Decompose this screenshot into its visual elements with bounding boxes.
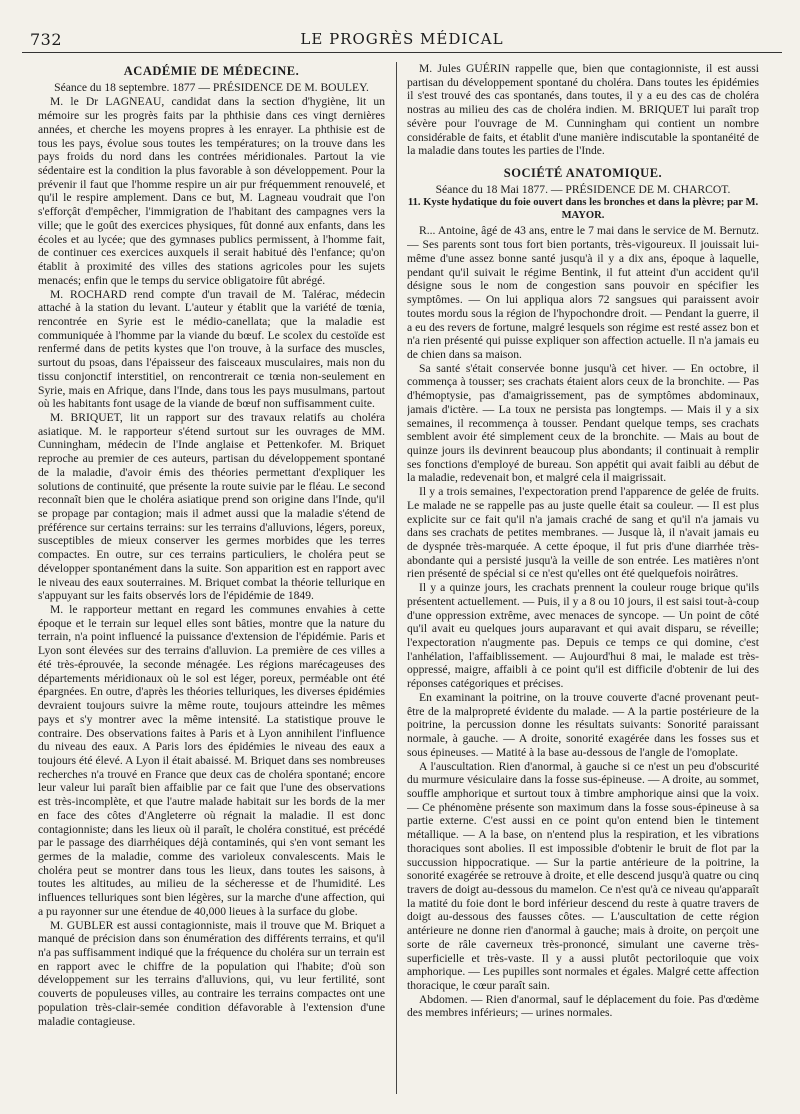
paragraph-rapporteur: M. le rapporteur mettant en regard les communes envahies à cette époque et le terrain sur lequel elles sont bâties, montre que la nature du terrain, n'a point influencé la puissance d'extension de l'épidémie. Paris et Lyon sont élevées sur des terrains d'alluvion. La première de ces villes a été très-éprouvée, la seconde ménagée. Les régions marécageuses des départements méridionaux où le sol est léger, poreux, perméable ont été épargnées. En outre, d'après les théories telluriques, les diverses épidémies devraient toujours suivre la même route, toujours atteindre les mêmes pays et s'y montrer avec la même intensité. La statistique prouve le contraire. Des observations faites à Paris et à Lyon annihilent l'influence du niveau des eaux. A Paris lors des épidémies le niveau des eaux a toujours été élevé. A Lyon il était abaissé. M. Briquet dans ses nombreuses recherches n'a trouvé en France que deux cas de choléra spontané; encore leur valeur lui paraît bien affaiblie par ce fait que l'une des observations est très-incomplète, et que l'autre malade habitait sur les bords de la mer en face des côtes d'Angleterre où régnait la maladie. Il est donc contagionniste; dans les lieux où il paraît, le choléra constitué, est précédé par le passage des diarrhéiques déjà contaminés, qui s'en vont semant les germes de la maladie, comme des varioleux convalescents. Mais le choléra peut se montrer dans tous les lieux, dans toutes les saisons, à toutes les altitudes, au milieu de la sécheresse et de l'humidité. Les influences telluriques sont bien légères, sur la marche d'une affection, qui a pu rayonner sur une étendue de 40,000 lieues à la surface du globe.: [38, 603, 385, 918]
column-divider: [396, 62, 397, 1094]
case-paragraph-oppression: Il y a quinze jours, les crachats prennent la couleur rouge brique qu'ils présentent actuellement. — Puis, il y a 8 ou 10 jours, il est saisi tout-à-coup d'une oppression extrême, avec menaces de syncope. — Un point de côté qu'il avait eu quelques jours auparavant et qui avait disparu, se réveille; l'expectoration n'augmente pas. Depuis ce temps ce qui domine, c'est l'anhélation, l'affaiblissement. — Aujourd'hui 8 mai, le malade est très-oppressé, maigre, affaibli à ce point qu'il est difficile d'obtenir de lui des réponses catégoriques et précises.: [407, 581, 759, 691]
left-column: [38, 62, 385, 1094]
case-paragraph-onset: Sa santé s'était conservée bonne jusqu'à cet hiver. — En octobre, il commença à tousser; ses crachats étaient alors ceux de la bronchite. — Pas d'hémoptysie, pas d'amaigrissement, pas de symptômes abdominaux, jamais d'ictère. — La toux ne persista pas longtemps. — Mais il y a six semaines, il recommença à tousser. Pendant quelque temps, ses crachats semblent avoir été simplement ceux de la bronchite. — Mais au bout de quinze jours ils devinrent beaucoup plus abondants; il continuait à remplir ses fonctions d'employé de bureau. Son appétit qui avait faibli au début de la maladie, redevenait bon, et malgré cela il maigrissait.: [407, 361, 759, 485]
case-paragraph-abdomen: Abdomen. — Rien d'anormal, sauf le déplacement du foie. Pas d'œdème des membres inférieurs; — urines normales.: [407, 992, 759, 1020]
right-column: [407, 62, 759, 1094]
page-header: [22, 28, 782, 53]
case-paragraph-expectoration: Il y a trois semaines, l'expectoration prend l'apparence de gelée de fruits. Le malade ne se rappelle pas au juste quelle était sa couleur. — Il est plus explicite sur ce fait qu'il n'a jamais craché de sang et qu'il n'a jamais vu dans ses crachats de petites membranes. — Jusque là, il n'avait jamais eu de dyspnée très-marquée. A cette époque, il fut pris d'une diarrhée très-abondante qui a persisté jusqu'à la veille de son entrée. Les matières n'ont rien présenté de spécial si ce n'est qu'elles ont été quelquefois noirâtres.: [407, 485, 759, 581]
case-paragraph-history: R... Antoine, âgé de 43 ans, entre le 7 mai dans le service de M. Bernutz. — Ses parents sont tous fort bien portants, très-vigoureux. Il jouissait lui-même d'une assez bonne santé jusqu'à il y a dix ans, époque à laquelle, pendant qu'il suivait le régime Bentink, il fut atteint d'un accident qu'il désigne sous le nom de congestion sans pouvoir en spécifier les symptômes. — On lui appliqua alors 72 sangsues qui paraissent avoir toutes mordu sous la région de l'hypochondre droit. — Pendant la guerre, il a eu des revers de fortune, malgré lesquels son régime est resté assez bon et n'a rien présenté qui puisse expliquer son affection actuelle. Il n'a jamais eu de chien dans sa maison.: [407, 224, 759, 361]
academie-session: Séance du 18 septembre. 1877 — PRÉSIDENCE DE M. BOULEY.: [54, 80, 369, 94]
paragraph-rochard: M. ROCHARD rend compte d'un travail de M. Talérac, médecin attaché à la station du levant. L'auteur y établit que la variété de tœnia, rencontrée en Syrie est le médio-canellata; que la maladie est communiquée à l'homme par la viande du bœuf. Le scolex du cestoïde est renfermé dans de petits kystes que l'on trouve, à la surface des muscles, surtout du psoas, dans l'épaisseur des faisceaux musculaires, mais non du tissu conjonctif interstitiel, on rencontrerait ce tœnia non-seulement en Syrie, mais en Afrique, dans l'Inde, dans tous les pays musulmans, partout où les habitants font usage de la viande de bœuf non suffisamment cuite.: [38, 287, 385, 411]
academie-title: ACADÉMIE DE MÉDECINE.: [123, 64, 300, 78]
page-number: 732: [30, 30, 63, 49]
paragraph-lagneau: M. le Dr LAGNEAU, candidat dans la section d'hygiène, lit un mémoire sur les progrès faits par la phthisie dans ces vingt dernières années, et cherche les moyens propres à les enrayer. La phthisie est de tous les pays, évolue sous toutes les températures; on la trouve dans les pays froids du nord dans les contrées méridionales. Partout la vie sédentaire est la condition la plus favorable à son développement. Pour la prévenir il faut que l'homme respire un air pur fréquemment renouvelé, et qu'il le respire amplement. Dans ce but, M. Lagneau voudrait que l'on s'efforçât d'empêcher, l'immigration de l'habitant des campagnes vers la ville; que le goût des exercices physiques, fût donné aux enfants, dans les écoles et au lycée; que des gymnases publics permissent, à l'homme fait, de continuer ces exercices auxquels il serait habitué dès l'enfance; qu'on établit à proximité des villes des stations agricoles pour les sujets menacés; enfin que le temps du service obligatoire fût abrégé.: [38, 95, 385, 287]
societe-session: Séance du 18 Mai 1877. — PRÉSIDENCE DE M. CHARCOT.: [435, 182, 731, 196]
case-paragraph-auscultation: A l'auscultation. Rien d'anormal, à gauche si ce n'est un peu d'obscurité du murmure vésiculaire dans la fosse sus-épineuse. — A droite, au sommet, souffle amphorique et surtout toux à timbre amphorique ainsi que la voix. — Ce phénomène présente son maximum dans la fosse sous-épineuse à sa partie externe. C'est aussi en ce point qu'on entend bien le tintement métallique. — A la base, on n'entend plus la respiration, et les vibrations thoraciques sont abolies. Il est impossible d'obtenir le bruit de flot par la succussion hippocratique. — Sur la partie antérieure de la poitrine, la sonorité exagérée se retrouve à droite, et elle descend jusqu'à quatre ou cinq travers de doigt au-dessous du mamelon. Ce n'est qu'à ce niveau qu'apparaît la matité du foie dont le bord inférieur descend du reste à quatre travers de doigt au-dessous des fausses côtes. — L'auscultation de cette région antérieure ne donne rien d'anormal à gauche; mais à droite, on perçoit une sorte de râle caverneux très-prononcé, simulant une caverne très-superficielle et très-vaste. Il y a aussi plutôt pectoriloquie que voix amphorique. — Les pupilles sont normales et égales. Malgré cette affection thoracique, le cœur paraît sain.: [407, 759, 759, 992]
running-title: LE PROGRÈS MÉDICAL: [300, 30, 504, 48]
paragraph-guerin: M. Jules GUÉRIN rappelle que, bien que contagionniste, il est aussi partisan du développement spontané du choléra. Dans toutes les épidémies il s'est trouvé des cas spontanés, dans toutes, il y a eu des cas de choléra nostras au milieu des cas de choléra indien. M. BRIQUET lui paraît trop sévère pour l'ouvrage de M. Cunningham qui contient un nombre considérable de faits, et établit d'une manière indiscutable la spontanéité de la maladie dans toutes les parties de l'Inde.: [407, 62, 759, 158]
case-title: 11. Kyste hydatique du foie ouvert dans les bronches et dans la plèvre; par M. MAYOR.: [407, 197, 759, 221]
paragraph-gubler: M. GUBLER est aussi contagionniste, mais il trouve que M. Briquet a manqué de précision dans son énumération des différents terrains, et qu'il n'a pas suffisamment indiqué que la fréquence du choléra sur un terrain est en rapport avec le chiffre de la population qui l'habite; d'où son développement sur les terrains d'alluvions, qui, vu leur fertilité, sont couverts de populeuses villes, au contraire les terrains compactes ont une population très-clair-semée condition défavorable à l'extension d'une maladie contagieuse.: [38, 918, 385, 1028]
paragraph-briquet: M. BRIQUET, lit un rapport sur des travaux relatifs au choléra asiatique. M. le rapporteur s'étend surtout sur les ouvrages de MM. Cunningham, médecin de l'Inde anglaise et Pettenkofer. M. Briquet reproche au premier de ces auteurs, partisan du développement spontané de la maladie, d'avoir émis des théories permettant d'expliquer les solutions de continuité, que présente la route suivie par le fléau. Le second reconnaît bien que le choléra asiatique prend son origine dans l'Inde, qu'il se propage par contagion; mais il admet aussi que la maladie s'étend de préférence sur certains terrains: sur les terrains d'alluvions, légers, poreux, susceptibles de mieux conserver les germes morbides que les terres compactes. En outre, sur ces terrains particuliers, le choléra peut se développer spontanément dans la suite. Son apparition est en rapport avec le niveau des eaux souterraines. M. Briquet combat la théorie tellurique en s'appuyant sur les faits observés lors de l'épidémie de 1849.: [38, 410, 385, 603]
case-paragraph-percussion: En examinant la poitrine, on la trouve couverte d'acné provenant peut-être de la malpropreté évidente du malade. — A la partie postérieure de la poitrine, la percussion donne les résultats suivants: Sonorité paraissant normale, à gauche. — A droite, sonorité exagérée dans les fosses sus et sous épineuses. — Matité à la base au-dessous de l'angle de l'omoplate.: [407, 690, 759, 759]
societe-title: SOCIÉTÉ ANATOMIQUE.: [503, 166, 663, 181]
